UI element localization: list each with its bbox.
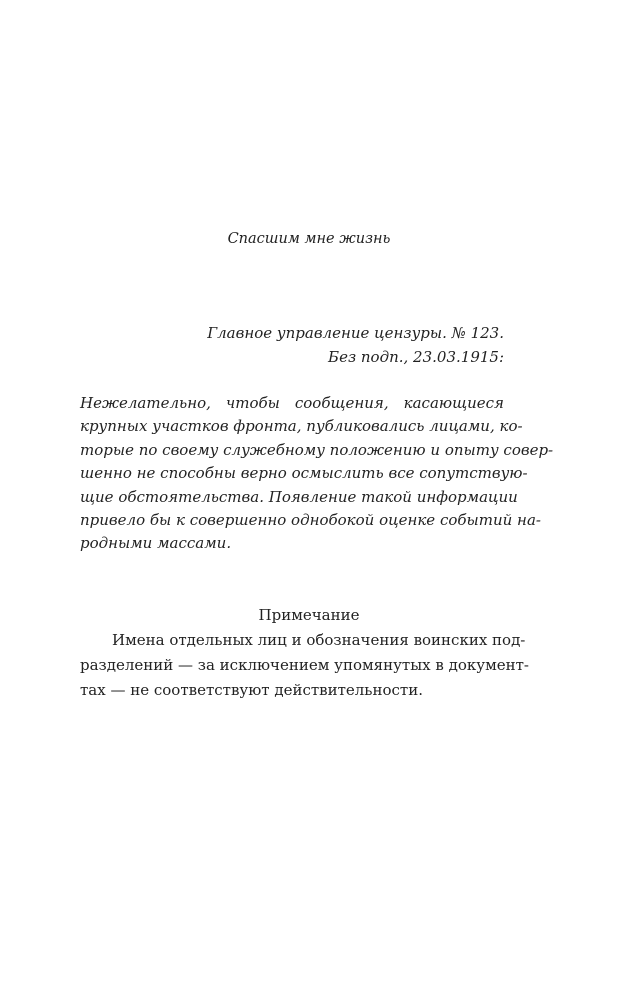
dedication: Спасшим мне жизнь (227, 231, 391, 247)
quote-line: родными массами. (80, 534, 232, 553)
quote-line: шенно не способны верно осмыслить все сопутствую- (80, 464, 528, 483)
note-heading: Примечание (258, 606, 360, 624)
quote-line: Нежелательно, чтобы сообщения, касающиеся (80, 394, 504, 412)
censorship-quote (80, 392, 554, 556)
note-line: Имена отдельных лиц и обозначения воинских под- (112, 631, 526, 649)
source-line-2: Без подп., 23.03.1915: (328, 348, 504, 366)
source-line-1: Главное управление цензуры. № 123. (207, 324, 504, 342)
note-body (80, 628, 529, 703)
quote-line: привело бы к совершенно однобокой оценке событий на- (80, 511, 541, 530)
quote-line: щие обстоятельства. Появление такой информации (80, 487, 518, 506)
document-source (207, 321, 504, 369)
note-line: тах — не соответствуют действительности. (80, 681, 423, 699)
quote-line: торые по своему служебному положению и опыту совер- (80, 440, 554, 459)
note-line: разделений — за исключением упомянутых в документ- (80, 656, 529, 674)
quote-line: крупных участков фронта, публиковались лицами, ко- (80, 417, 523, 436)
